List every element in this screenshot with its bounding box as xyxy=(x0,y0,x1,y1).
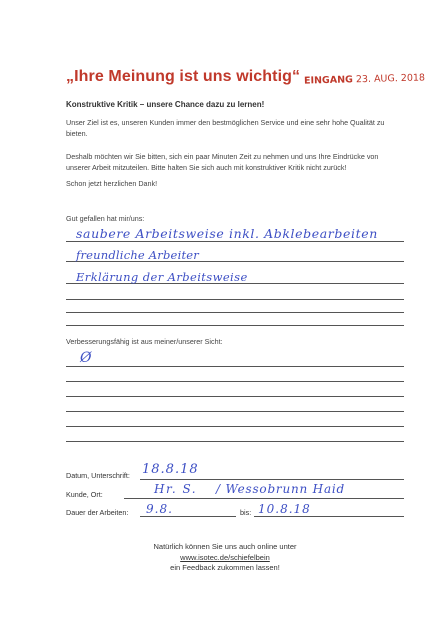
stamp-date: 23. AUG. 2018 xyxy=(355,72,426,86)
write-line[interactable] xyxy=(66,426,404,427)
write-line[interactable] xyxy=(66,312,404,313)
good-section-label: Gut gefallen hat mir/uns: xyxy=(66,214,145,223)
intro-paragraph-3: Schon jetzt herzlichen Dank! xyxy=(66,179,158,188)
date-signature-line[interactable] xyxy=(140,479,404,480)
write-line[interactable] xyxy=(66,381,404,382)
client-place-label: Kunde, Ort: xyxy=(66,490,103,499)
duration-to-value: 10.8.18 xyxy=(258,502,311,516)
footer-note xyxy=(120,542,330,574)
good-entry-1: saubere Arbeitsweise inkl. Abklebearbeiten xyxy=(76,226,378,241)
date-signature-label: Datum, Unterschrift: xyxy=(66,471,130,480)
write-line[interactable] xyxy=(66,366,404,367)
duration-label: Dauer der Arbeiten: xyxy=(66,508,129,517)
write-line[interactable] xyxy=(66,441,404,442)
footer-url-link[interactable]: www.isotec.de/schiefelbein xyxy=(180,552,270,562)
duration-from-line[interactable] xyxy=(140,516,236,517)
duration-to-line[interactable] xyxy=(254,516,404,517)
duration-from-value: 9.8. xyxy=(146,502,173,516)
form-subtitle: Konstruktive Kritik – unsere Chance dazu zu lernen! xyxy=(66,100,265,109)
write-line[interactable] xyxy=(66,241,404,242)
intro-paragraph-2: Deshalb möchten wir Sie bitten, sich ein paar Minuten Zeit zu nehmen und uns Ihre Eindrücke von unserer Arbeit mitzuteilen. Bitte halten Sie sich auch mit konstruktiver Kritik nicht zurück! xyxy=(66,152,379,172)
client-name-value: Hr. S. xyxy=(154,482,198,496)
write-line[interactable] xyxy=(66,396,404,397)
until-label: bis: xyxy=(240,508,252,517)
good-entry-3: Erklärung der Arbeitsweise xyxy=(76,270,248,284)
footer-line-1: Natürlich können Sie uns auch online unter xyxy=(153,542,297,551)
improve-entry: Ø xyxy=(80,350,92,366)
client-place-value: / Wessobrunn Haid xyxy=(216,482,346,496)
form-title: „Ihre Meinung ist uns wichtig“ xyxy=(66,68,301,85)
improve-section-label: Verbesserungsfähig ist aus meiner/unserer Sicht: xyxy=(66,337,223,346)
write-line[interactable] xyxy=(66,325,404,326)
client-place-line[interactable] xyxy=(124,498,404,499)
good-entry-2: freundliche Arbeiter xyxy=(76,248,199,262)
write-line[interactable] xyxy=(66,299,404,300)
received-stamp xyxy=(304,72,425,86)
write-line[interactable] xyxy=(66,411,404,412)
date-signature-value: 18.8.18 xyxy=(142,462,199,477)
intro-paragraph-1: Unser Ziel ist es, unseren Kunden immer den bestmöglichen Service und eine sehr hohe Qualität zu bieten. xyxy=(66,118,385,138)
stamp-label: EINGANG xyxy=(303,74,354,87)
footer-line-2: ein Feedback zukommen lassen! xyxy=(170,563,280,572)
